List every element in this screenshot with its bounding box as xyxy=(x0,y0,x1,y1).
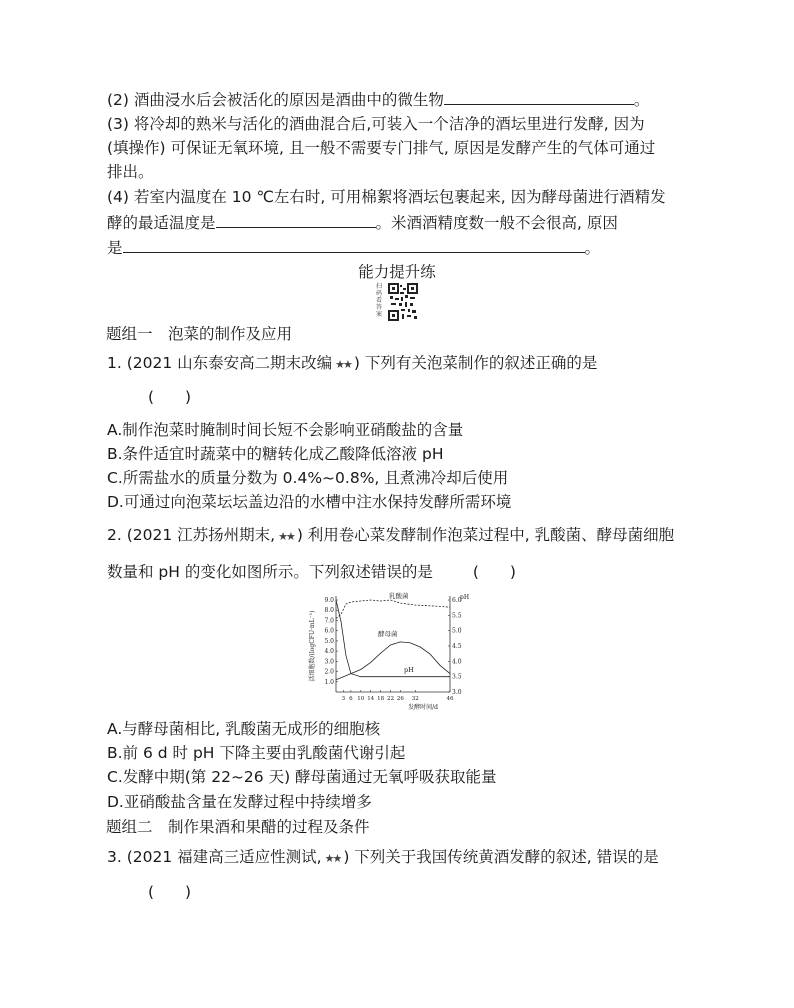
q2-stem-text: 2. (2021 江苏扬州期末, xyxy=(107,526,276,544)
q1-answer-paren[interactable]: ( ) xyxy=(148,388,192,406)
answer-blank[interactable] xyxy=(444,88,634,105)
y2-tick-label: 4.0 xyxy=(452,658,462,666)
y-tick-label: 2.0 xyxy=(324,668,334,676)
q1-option-d[interactable]: D.可通过向泡菜坛坛盖边沿的水槽中注水保持发酵所需环境 xyxy=(107,493,512,511)
q1-stem xyxy=(107,352,597,376)
y2-tick-label: 6.0 xyxy=(452,597,462,604)
x-tick-label: 3 xyxy=(341,696,346,702)
series-label: 乳酸菌 xyxy=(389,592,409,600)
y2-axis-label: pH xyxy=(460,594,470,601)
y2-tick-label: 4.5 xyxy=(452,643,462,650)
difficulty-stars-icon: ★★ xyxy=(335,358,351,371)
q-prev-part4-text: 酵的最适温度是 xyxy=(107,214,216,232)
group2-heading: 题组二 制作果酒和果醋的过程及条件 xyxy=(106,818,370,836)
series-label: pH xyxy=(404,666,414,674)
q-prev-part2 xyxy=(107,88,649,111)
q-prev-part4-end: 。 xyxy=(584,239,601,257)
q1-stem-text: 1. (2021 山东泰安高二期末改编 xyxy=(107,354,333,372)
q2-option-b[interactable]: B.前 6 d 时 pH 下降主要由乳酸菌代谢引起 xyxy=(107,744,406,762)
x-tick-label: 46 xyxy=(446,696,454,702)
q2-stem-line2 xyxy=(107,561,516,583)
section-title: 能力提升练 xyxy=(358,263,436,281)
y-tick-label: 1.0 xyxy=(324,678,334,686)
q2-stem-text2: ) 利用卷心菜发酵制作泡菜过程中, 乳酸菌、酵母菌细胞 xyxy=(296,526,675,544)
q1-option-c[interactable]: C.所需盐水的质量分数为 0.4%~0.8%, 且煮沸冷却后使用 xyxy=(107,469,509,487)
fermentation-chart xyxy=(294,590,494,720)
x-tick-label: 10 xyxy=(357,696,365,702)
y-tick-label: 5.0 xyxy=(324,637,334,645)
y-tick-label: 8.0 xyxy=(324,607,334,615)
q2-option-d[interactable]: D.亚硝酸盐含量在发酵过程中持续增多 xyxy=(107,793,372,811)
q-prev-part2-text: (2) 酒曲浸水后会被活化的原因是酒曲中的微生物 xyxy=(107,91,444,109)
q-prev-part4-text2: 。米酒酒精度数一般不会很高, 原因 xyxy=(375,214,618,232)
q1-option-b[interactable]: B.条件适宜时蔬菜中的糖转化成乙酸降低溶液 pH xyxy=(107,445,444,463)
q3-stem xyxy=(107,846,659,870)
y-axis-label: 活细胞数/(logCFU·mL⁻¹) xyxy=(309,610,316,682)
q1-stem-text2: ) 下列有关泡菜制作的叙述正确的是 xyxy=(353,354,598,372)
q-prev-part4-line3 xyxy=(107,236,600,259)
x-tick-label: 14 xyxy=(367,696,375,702)
y2-tick-label: 5.0 xyxy=(452,627,462,635)
q-prev-part3-line3: 排出。 xyxy=(107,163,154,181)
q3-answer-paren[interactable]: ( ) xyxy=(148,883,192,901)
y-tick-label: 7.0 xyxy=(324,617,334,625)
x-tick-label: 26 xyxy=(396,696,404,702)
q-prev-part3-line1: (3) 将冷却的熟米与活化的酒曲混合后,可装入一个洁净的酒坛里进行发酵, 因为 xyxy=(107,115,645,133)
x-tick-label: 18 xyxy=(377,696,385,702)
group1-heading: 题组一 泡菜的制作及应用 xyxy=(106,325,293,343)
y2-tick-label: 5.5 xyxy=(452,612,462,620)
q-prev-part4-text3: 是 xyxy=(107,239,123,257)
q-prev-part2-end: 。 xyxy=(633,91,650,109)
x-tick-label: 32 xyxy=(411,696,419,702)
q3-stem-text2: ) 下列关于我国传统黄酒发酵的叙述, 错误的是 xyxy=(343,848,659,866)
q2-stem-line1 xyxy=(107,524,674,548)
series-line-2 xyxy=(336,600,450,677)
x-tick-label: 6 xyxy=(349,696,353,702)
x-tick-label: 22 xyxy=(387,696,395,702)
y-tick-label: 3.0 xyxy=(324,658,334,666)
q-prev-part3-line2: (填操作) 可保证无氧环境, 且一般不需要专门排气, 原因是发酵产生的气体可通过 xyxy=(107,139,656,157)
answer-blank[interactable] xyxy=(216,211,376,228)
qr-code-icon xyxy=(388,283,418,321)
q2-option-a[interactable]: A.与酵母菌相比, 乳酸菌无成形的细胞核 xyxy=(107,720,381,738)
y-tick-label: 9.0 xyxy=(324,597,334,604)
q-prev-part4-line1: (4) 若室内温度在 10 ℃左右时, 可用棉絮将酒坛包裹起来, 因为酵母菌进行酒精发 xyxy=(107,188,666,206)
answer-blank[interactable] xyxy=(123,236,585,253)
y2-tick-label: 3.0 xyxy=(452,689,462,696)
series-line-0 xyxy=(336,600,450,618)
y2-tick-label: 3.5 xyxy=(452,673,462,681)
q2-stem-text3: 数量和 pH 的变化如图所示。下列叙述错误的是 xyxy=(107,563,433,581)
x-axis-label: 发酵时间/d xyxy=(408,704,438,711)
qr-code[interactable] xyxy=(376,283,418,321)
q1-option-a[interactable]: A.制作泡菜时腌制时间长短不会影响亚硝酸盐的含量 xyxy=(107,421,464,439)
y-tick-label: 6.0 xyxy=(324,627,334,635)
q-prev-part4-line2 xyxy=(107,211,618,234)
qr-label: 扫码看答案 xyxy=(376,283,383,318)
y-tick-label: 4.0 xyxy=(324,648,334,656)
series-label: 酵母菌 xyxy=(378,630,398,638)
q3-stem-text: 3. (2021 福建高三适应性测试, xyxy=(107,848,322,866)
q2-option-c[interactable]: C.发酵中期(第 22~26 天) 酵母菌通过无氧呼吸获取能量 xyxy=(107,768,497,786)
difficulty-stars-icon: ★★ xyxy=(324,852,341,865)
q2-answer-paren[interactable]: ( ) xyxy=(472,563,516,581)
difficulty-stars-icon: ★★ xyxy=(278,530,294,543)
